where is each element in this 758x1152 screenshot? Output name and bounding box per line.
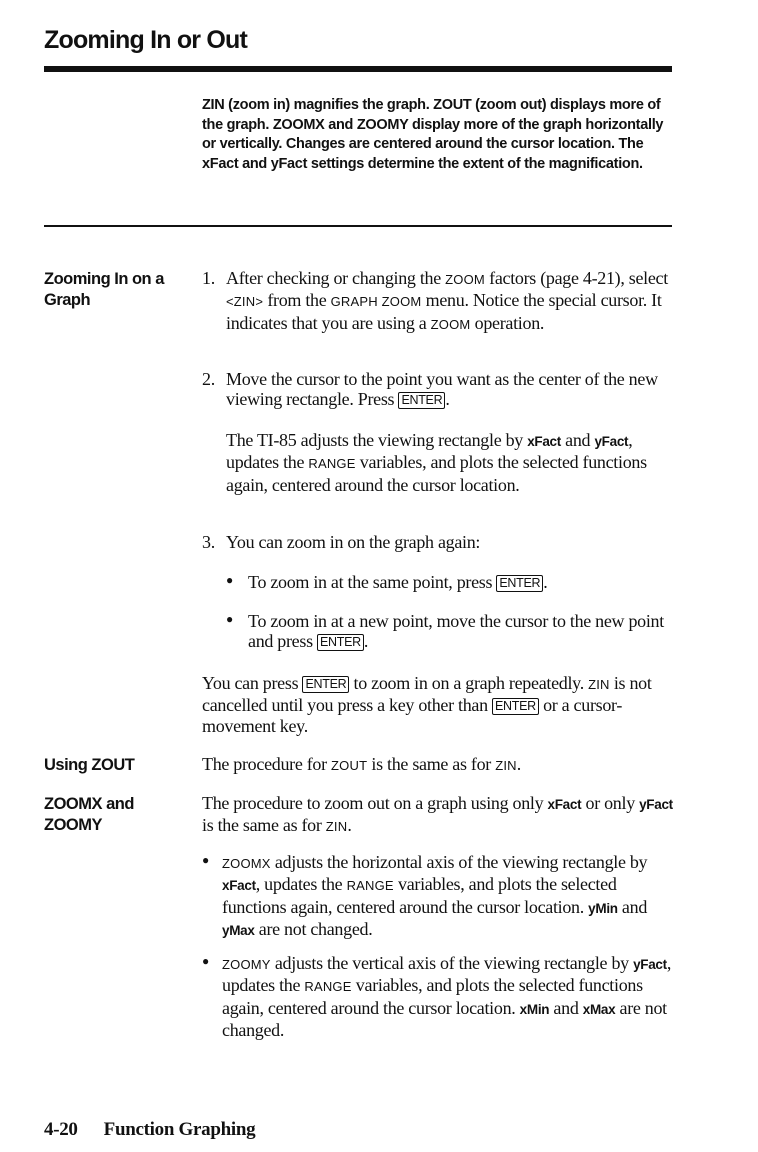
step-number-2: 2.	[202, 369, 215, 389]
bullet-icon: ●	[226, 612, 234, 626]
enter-key: ENTER	[302, 676, 349, 693]
title-rule	[44, 66, 672, 72]
side-heading-zooming-in: Zooming In on a Graph	[44, 270, 164, 309]
step-2-explanation: The TI-85 adjusts the viewing rectangle by xFact and yFact, updates the RANGE variables, and plots the selected functions again, centered around the cursor location.	[226, 430, 647, 495]
page-footer	[44, 1119, 255, 1141]
step-3-bullet-2: To zoom in at a new point, move the cursor to the new point and press ENTER .	[248, 611, 664, 652]
enter-key: ENTER	[496, 575, 543, 592]
enter-key: ENTER	[492, 698, 539, 715]
zoomy-bullet: ZOOMY adjusts the vertical axis of the viewing rectangle by yFact, updates the RANGE variables, and plots the selected functions again, centered around the cursor location. xMin and xMax are not changed.	[222, 953, 672, 1040]
bullet-icon: ●	[226, 573, 234, 587]
step-number-1: 1.	[202, 268, 215, 288]
step-number-3: 3.	[202, 532, 215, 552]
zoomx-bullet: ZOOMX adjusts the horizontal axis of the viewing rectangle by xFact, updates the RANGE variables, and plots the selected functions again, centered around the cursor location. yMin and yMax are not changed.	[222, 852, 648, 939]
bullet-icon: ●	[202, 853, 210, 867]
page-title: Zooming In or Out	[44, 26, 248, 54]
zoomxy-text: The procedure to zoom out on a graph using only xFact or only yFact is the same as for ZIN.	[202, 793, 673, 836]
repeat-zoom-note: You can press ENTER to zoom in on a graph repeatedly. ZIN is not cancelled until you press a key other than ENTER or a cursor-movement key.	[202, 673, 652, 736]
step-3-bullet-1: To zoom in at the same point, press ENTER .	[248, 572, 548, 592]
step-1-text: After checking or changing the ZOOM factors (page 4-21), select <ZIN> from the GRAPH ZOOM menu. Notice the special cursor. It indicates that you are using a ZOOM operation.	[226, 268, 668, 333]
chapter-title: Function Graphing	[103, 1119, 256, 1140]
enter-key: ENTER	[398, 392, 445, 409]
side-heading-using-zout: Using ZOUT	[44, 756, 135, 774]
side-heading-zoomx-zoomy: ZOOMX and ZOOMY	[44, 795, 134, 834]
step-3-text: You can zoom in on the graph again:	[226, 532, 481, 552]
zout-text: The procedure for ZOUT is the same as for ZIN.	[202, 754, 521, 774]
enter-key: ENTER	[317, 634, 364, 651]
bullet-icon: ●	[202, 954, 210, 968]
step-2-text: Move the cursor to the point you want as the center of the new viewing rectangle. Press ENTER .	[226, 369, 658, 410]
intro-paragraph: ZIN (zoom in) magnifies the graph. ZOUT (zoom out) displays more of the graph. ZOOMX and ZOOMY display more of the graph horizontally or vertically. Changes are centered around the cursor location. The xFact and yFact settings determine the extent of the magnification.	[202, 97, 664, 172]
section-divider	[44, 225, 672, 227]
page-number: 4-20	[44, 1119, 78, 1140]
